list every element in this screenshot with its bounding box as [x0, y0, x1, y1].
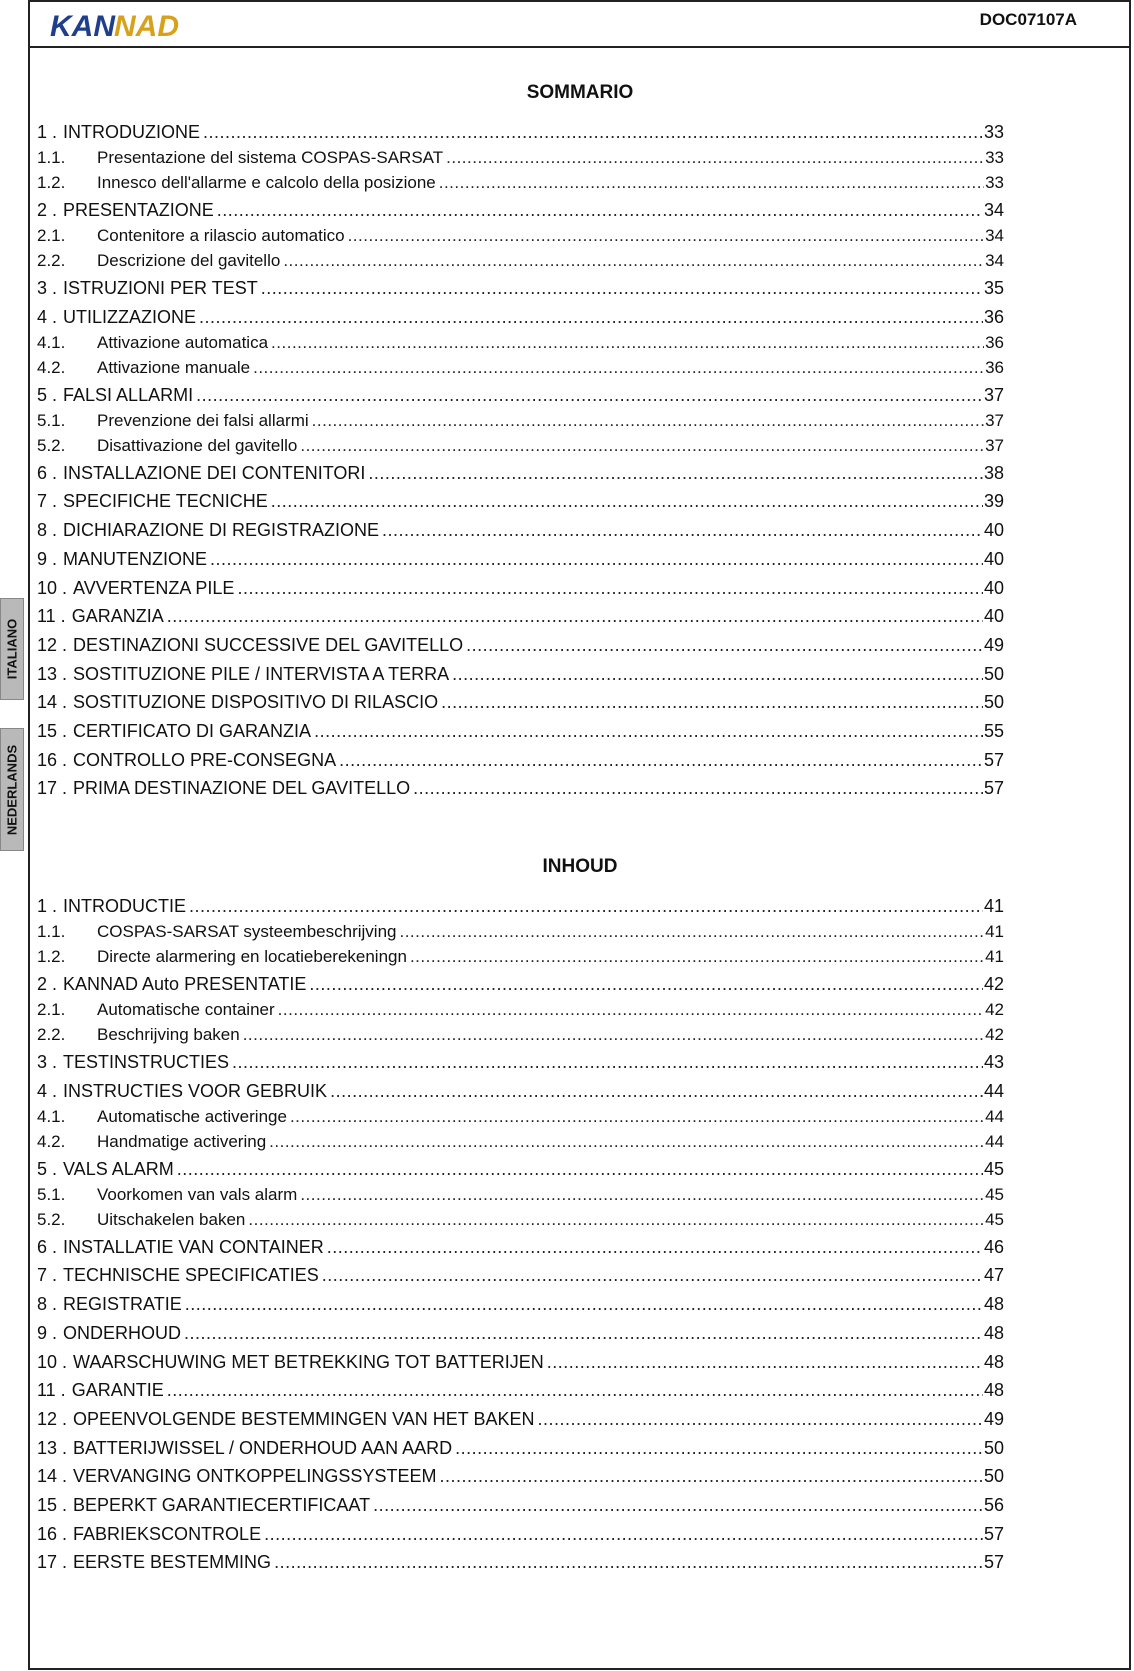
toc-entry-number: 5 .: [37, 384, 58, 405]
toc-entry-number: 6 .: [37, 1236, 58, 1257]
toc-entry[interactable]: [37, 278, 1004, 302]
toc-entry-label: FALSI ALLARMI: [63, 384, 194, 405]
toc-entry-page: 37: [983, 384, 1004, 405]
toc-entry-number: 2.1.: [37, 1000, 66, 1019]
toc-leader-dots: [264, 1524, 983, 1545]
toc-entry-number: 12 .: [37, 1408, 68, 1429]
toc-entry-page: 49: [983, 634, 1004, 655]
toc-leader-dots: [243, 1025, 984, 1045]
toc-entry-page: 47: [983, 1265, 1004, 1286]
toc-leader-dots: [167, 1380, 983, 1401]
toc-entry-number: 5.1.: [37, 410, 66, 430]
toc-entry-label: Handmatige activering: [97, 1131, 267, 1151]
toc-entry-label: SOSTITUZIONE DISPOSITIVO DI RILASCIO: [73, 692, 439, 713]
toc-entry-label: INTRODUZIONE: [63, 122, 201, 142]
toc-entry[interactable]: [37, 333, 1004, 357]
toc-entry-label: GARANTIE: [71, 1380, 164, 1401]
toc-entry[interactable]: [37, 947, 1004, 971]
toc-entry-label: INSTRUCTIES VOOR GEBRUIK: [63, 1080, 328, 1101]
toc-entry-label: EERSTE BESTEMMING: [73, 1552, 272, 1573]
toc-entry-number: 4.2.: [37, 1131, 66, 1151]
toc-entry-page: 49: [983, 1408, 1004, 1429]
toc-entry-page: 57: [983, 749, 1004, 770]
toc-entry-page: 46: [983, 1236, 1004, 1257]
toc-entry-label: INSTALLATIE VAN CONTAINER: [63, 1236, 324, 1257]
toc-entry[interactable]: [37, 1237, 1004, 1261]
toc-entry-number: 7 .: [37, 491, 58, 512]
toc-entry-label: Voorkomen van vals alarm: [97, 1184, 298, 1204]
toc-entry-label: Automatische container: [97, 1000, 275, 1019]
toc-entry[interactable]: [37, 1409, 1004, 1433]
toc-leader-dots: [274, 1552, 983, 1573]
toc-leader-dots: [269, 1132, 984, 1152]
toc-entry[interactable]: [37, 778, 1004, 802]
toc-entry-label: INSTALLAZIONE DEI CONTENITORI: [63, 462, 366, 483]
toc-entry-label: Contenitore a rilascio automatico: [97, 226, 345, 245]
toc-entry[interactable]: [37, 200, 1004, 224]
language-tab-italiano[interactable]: [0, 598, 24, 700]
toc-entry[interactable]: [37, 635, 1004, 659]
toc-entry-page: 48: [983, 1294, 1004, 1315]
toc-leader-dots: [330, 1081, 983, 1102]
toc-entry-label: WAARSCHUWING MET BETREKKING TOT BATTERIJEN: [73, 1351, 544, 1372]
toc-entry-number: 10 .: [37, 577, 68, 598]
toc-entry-number: 7 .: [37, 1265, 58, 1286]
toc-entry-label: SPECIFICHE TECNICHE: [63, 491, 268, 512]
toc-leader-dots: [439, 1466, 983, 1487]
toc-leader-dots: [177, 1159, 983, 1180]
toc-entry[interactable]: [37, 436, 1004, 460]
toc-leader-dots: [300, 1185, 984, 1205]
toc-entry-number: 5 .: [37, 1158, 58, 1179]
toc-entry-page: 36: [985, 357, 1004, 377]
toc-entry-number: 9 .: [37, 548, 58, 569]
page-header: [30, 2, 1129, 48]
toc-entry-number: 6 .: [37, 462, 58, 483]
toc-leader-dots: [348, 226, 985, 246]
toc-leader-dots: [441, 692, 983, 713]
toc-entry-label: TESTINSTRUCTIES: [63, 1052, 230, 1072]
toc-entry-number: 16 .: [37, 749, 68, 770]
toc-entry[interactable]: [37, 520, 1004, 544]
toc-leader-dots: [199, 307, 983, 328]
toc-entry-label: DESTINAZIONI SUCCESSIVE DEL GAVITELLO: [73, 634, 464, 655]
toc-entry[interactable]: [37, 226, 1004, 250]
toc-entry-label: AVVERTENZA PILE: [73, 577, 235, 598]
language-tab-label: NEDERLANDS: [4, 744, 20, 835]
toc-entry-number: 8 .: [37, 1294, 58, 1315]
toc-entry-label: Innesco dell'allarme e calcolo della posizione: [97, 173, 436, 192]
toc-entry-label: Beschrijving baken: [97, 1025, 240, 1044]
toc-entry-number: 4 .: [37, 1080, 58, 1101]
toc-entry-number: 17 .: [37, 1552, 68, 1573]
toc-entry-number: 3 .: [37, 1052, 58, 1072]
toc-entry-number: 1.2.: [37, 947, 66, 966]
kannad-logo: [50, 8, 200, 40]
toc-entry-number: 5.1.: [37, 1184, 66, 1204]
toc-entry-number: 2.2.: [37, 251, 66, 270]
toc-entry-label: MANUTENZIONE: [63, 548, 208, 569]
toc-entry[interactable]: [37, 1380, 1004, 1404]
toc-leader-dots: [248, 1210, 984, 1230]
toc-entry-page: 57: [983, 1523, 1004, 1544]
toc-leader-dots: [410, 947, 984, 967]
toc-entry-label: BATTERIJWISSEL / ONDERHOUD AAN AARD: [73, 1437, 453, 1458]
toc-entry[interactable]: [37, 750, 1004, 774]
toc-entry-number: 4.2.: [37, 357, 66, 377]
toc-leader-dots: [455, 1438, 983, 1459]
toc-leader-dots: [232, 1052, 983, 1073]
toc-entry-page: 44: [983, 1080, 1004, 1101]
toc-entry-label: Prevenzione dei falsi allarmi: [97, 410, 309, 430]
toc-leader-dots: [271, 333, 984, 353]
toc-entry[interactable]: [37, 173, 1004, 197]
toc-entry-page: 34: [985, 226, 1004, 245]
toc-leader-dots: [537, 1409, 983, 1430]
toc-leader-dots: [290, 1107, 984, 1127]
toc-entry[interactable]: [37, 307, 1004, 331]
toc-leader-dots: [210, 549, 983, 570]
toc-entry-label: CERTIFICATO DI GARANZIA: [73, 721, 312, 741]
toc-entry-number: 4.1.: [37, 332, 66, 352]
toc-entry-page: 42: [985, 1000, 1004, 1019]
toc-entry[interactable]: [37, 1438, 1004, 1462]
toc-entry[interactable]: [37, 1495, 1004, 1519]
toc-entry-number: 5.2.: [37, 435, 66, 455]
toc-leader-dots: [413, 778, 983, 799]
toc-entry-page: 56: [983, 1495, 1004, 1515]
toc-entry-label: Directe alarmering en locatieberekeningn: [97, 947, 407, 966]
toc-entry-page: 35: [983, 278, 1004, 298]
toc-entry-page: 42: [983, 974, 1004, 994]
toc-entry-label: UTILIZZAZIONE: [63, 306, 197, 327]
toc-entry-page: 44: [985, 1106, 1004, 1126]
toc-entry-number: 1.1.: [37, 922, 66, 941]
toc-entry[interactable]: [37, 122, 1004, 146]
toc-entry[interactable]: [37, 411, 1004, 435]
sommario-title: SOMMARIO: [526, 82, 634, 103]
toc-entry-page: 50: [983, 1437, 1004, 1458]
toc-entry-page: 43: [983, 1052, 1004, 1072]
toc-entry[interactable]: [37, 664, 1004, 688]
toc-entry-number: 2.1.: [37, 226, 66, 245]
toc-leader-dots: [312, 411, 984, 431]
toc-entry-label: ISTRUZIONI PER TEST: [63, 278, 258, 298]
toc-entry[interactable]: [37, 1466, 1004, 1490]
toc-entry[interactable]: [37, 1323, 1004, 1347]
toc-entry-number: 13 .: [37, 1437, 68, 1458]
toc-leader-dots: [185, 1294, 983, 1315]
toc-entry-page: 50: [983, 692, 1004, 713]
toc-entry-page: 40: [983, 520, 1004, 541]
toc-entry[interactable]: [37, 721, 1004, 745]
toc-entry-label: Automatische activeringe: [97, 1106, 287, 1126]
toc-entry[interactable]: [37, 1352, 1004, 1376]
toc-entry-label: Presentazione del sistema COSPAS-SARSAT: [97, 148, 444, 167]
toc-entry-page: 57: [983, 778, 1004, 799]
toc-entry-number: 1 .: [37, 896, 58, 916]
language-tab-label: ITALIANO: [4, 618, 20, 680]
toc-entry-label: DICHIARAZIONE DI REGISTRAZIONE: [63, 520, 380, 541]
toc-entry[interactable]: [37, 1081, 1004, 1105]
toc-entry[interactable]: [37, 1524, 1004, 1548]
toc-leader-dots: [237, 578, 983, 599]
toc-entry[interactable]: [37, 1025, 1004, 1049]
toc-leader-dots: [446, 148, 984, 168]
toc-entry-number: 14 .: [37, 1466, 68, 1487]
toc-entry-page: 40: [983, 577, 1004, 598]
toc-leader-dots: [466, 635, 983, 656]
toc-entry-label: Attivazione manuale: [97, 357, 251, 377]
toc-entry-label: OPEENVOLGENDE BESTEMMINGEN VAN HET BAKEN: [73, 1408, 535, 1429]
toc-entry-page: 33: [985, 173, 1004, 192]
toc-entry-page: 33: [985, 148, 1004, 167]
document-reference: DOC07107A: [979, 10, 1077, 29]
toc-leader-dots: [278, 1000, 984, 1020]
toc-entry-number: 10 .: [37, 1351, 68, 1372]
toc-entry-label: Attivazione automatica: [97, 332, 269, 352]
toc-entry-label: Descrizione del gavitello: [97, 251, 281, 270]
toc-entry[interactable]: [37, 1000, 1004, 1024]
toc-entry-page: 38: [983, 462, 1004, 483]
toc-entry-page: 40: [983, 548, 1004, 569]
toc-leader-dots: [368, 463, 983, 484]
toc-entry-label: REGISTRATIE: [63, 1294, 182, 1315]
toc-entry-page: 57: [983, 1552, 1004, 1573]
toc-entry-page: 39: [983, 491, 1004, 512]
toc-entry[interactable]: [37, 1159, 1004, 1183]
toc-entry-number: 8 .: [37, 520, 58, 541]
language-tab-nederlands[interactable]: [0, 728, 24, 851]
toc-entry[interactable]: [37, 1210, 1004, 1234]
toc-entry[interactable]: [37, 491, 1004, 515]
toc-entry-number: 16 .: [37, 1523, 68, 1544]
toc-entry[interactable]: [37, 251, 1004, 275]
toc-entry-page: 44: [985, 1131, 1004, 1151]
toc-entry-number: 15 .: [37, 1495, 68, 1515]
toc-entry-number: 11 .: [37, 1380, 66, 1401]
toc-entry-number: 9 .: [37, 1322, 58, 1343]
toc-entry[interactable]: [37, 1294, 1004, 1318]
toc-entry-page: 34: [983, 200, 1004, 220]
toc-entry-page: 33: [983, 122, 1004, 142]
toc-entry-number: 15 .: [37, 721, 68, 741]
toc-entry-number: 2 .: [37, 974, 58, 994]
toc-leader-dots: [382, 520, 983, 541]
toc-entry-label: FABRIEKSCONTROLE: [73, 1523, 262, 1544]
toc-entry[interactable]: [37, 606, 1004, 630]
toc-leader-dots: [373, 1495, 983, 1516]
toc-entry-number: 1 .: [37, 122, 58, 142]
toc-entry-number: 2 .: [37, 200, 58, 220]
toc-entry-number: 5.2.: [37, 1209, 66, 1229]
toc-leader-dots: [196, 385, 983, 406]
toc-leader-dots: [271, 491, 983, 512]
toc-leader-dots: [309, 974, 983, 995]
toc-entry-page: 36: [983, 306, 1004, 327]
toc-entry[interactable]: [37, 463, 1004, 487]
toc-entry-label: INTRODUCTIE: [63, 896, 187, 916]
toc-entry[interactable]: [37, 358, 1004, 382]
toc-entry-label: VERVANGING ONTKOPPELINGSSYSTEEM: [73, 1466, 437, 1487]
toc-entry-page: 48: [983, 1351, 1004, 1372]
toc-leader-dots: [203, 122, 983, 143]
toc-leader-dots: [253, 358, 984, 378]
toc-entry-page: 48: [983, 1322, 1004, 1343]
toc-entry-label: SOSTITUZIONE PILE / INTERVISTA A TERRA: [73, 663, 450, 684]
toc-entry[interactable]: [37, 1052, 1004, 1076]
toc-entry-page: 45: [983, 1158, 1004, 1179]
toc-entry-page: 41: [985, 947, 1004, 966]
toc-entry-number: 2.2.: [37, 1025, 66, 1044]
toc-leader-dots: [452, 664, 983, 685]
toc-entry-label: COSPAS-SARSAT systeembeschrijving: [97, 922, 397, 941]
toc-entry-label: Uitschakelen baken: [97, 1209, 246, 1229]
toc-entry-label: BEPERKT GARANTIECERTIFICAAT: [73, 1495, 371, 1515]
toc-leader-dots: [327, 1237, 983, 1258]
toc-entry[interactable]: [37, 1265, 1004, 1289]
toc-entry[interactable]: [37, 692, 1004, 716]
toc-entry-number: 1.1.: [37, 148, 66, 167]
toc-entry-label: VALS ALARM: [63, 1158, 174, 1179]
toc-entry-label: Disattivazione del gavitello: [97, 435, 298, 455]
toc-leader-dots: [314, 721, 983, 742]
toc-entry-number: 14 .: [37, 692, 68, 713]
toc-entry[interactable]: [37, 578, 1004, 602]
toc-entry-page: 48: [983, 1380, 1004, 1401]
toc-entry-page: 36: [985, 332, 1004, 352]
toc-leader-dots: [399, 922, 984, 942]
toc-entry-page: 37: [985, 435, 1004, 455]
toc-entry[interactable]: [37, 148, 1004, 172]
toc-leader-dots: [547, 1352, 983, 1373]
toc-entry[interactable]: [37, 1552, 1004, 1576]
toc-leader-dots: [217, 200, 983, 221]
toc-entry-label: PRESENTAZIONE: [63, 200, 214, 220]
toc-entry-page: 41: [983, 896, 1004, 916]
toc-entry[interactable]: [37, 1132, 1004, 1156]
logo-text-nad: NAD: [114, 10, 179, 40]
toc-entry-page: 50: [983, 663, 1004, 684]
toc-entry-number: 4.1.: [37, 1106, 66, 1126]
toc-leader-dots: [439, 173, 984, 193]
toc-leader-dots: [322, 1265, 983, 1286]
toc-leader-dots: [300, 436, 984, 456]
toc-entry-number: 17 .: [37, 778, 68, 799]
toc-entry-label: PRIMA DESTINAZIONE DEL GAVITELLO: [73, 778, 411, 799]
toc-entry-label: CONTROLLO PRE-CONSEGNA: [73, 749, 337, 770]
toc-entry-number: 13 .: [37, 663, 68, 684]
toc-entry-label: GARANZIA: [71, 606, 164, 627]
toc-entry[interactable]: [37, 549, 1004, 573]
toc-entry-number: 1.2.: [37, 173, 66, 192]
toc-entry[interactable]: [37, 896, 1004, 920]
toc-entry-page: 45: [985, 1209, 1004, 1229]
toc-leader-dots: [339, 750, 983, 771]
inhoud-title: INHOUD: [542, 856, 618, 877]
toc-leader-dots: [189, 896, 983, 917]
toc-entry-page: 41: [985, 922, 1004, 941]
toc-entry-page: 45: [985, 1184, 1004, 1204]
toc-entry-page: 34: [985, 251, 1004, 270]
toc-entry-label: ONDERHOUD: [63, 1322, 182, 1343]
toc-entry-page: 42: [985, 1025, 1004, 1044]
toc-entry-label: KANNAD Auto PRESENTATIE: [63, 974, 307, 994]
toc-entry[interactable]: [37, 974, 1004, 998]
toc-entry-page: 55: [983, 721, 1004, 741]
toc-leader-dots: [261, 278, 983, 299]
toc-entry[interactable]: [37, 385, 1004, 409]
toc-entry[interactable]: [37, 922, 1004, 946]
toc-leader-dots: [167, 606, 983, 627]
toc-entry-number: 3 .: [37, 278, 58, 298]
toc-entry-number: 4 .: [37, 306, 58, 327]
toc-leader-dots: [283, 251, 984, 271]
toc-entry-page: 40: [983, 606, 1004, 627]
toc-entry[interactable]: [37, 1185, 1004, 1209]
toc-leader-dots: [184, 1323, 983, 1344]
toc-entry-page: 37: [985, 410, 1004, 430]
toc-entry-page: 50: [983, 1466, 1004, 1487]
toc-entry-number: 11 .: [37, 606, 66, 627]
logo-text-kan: KAN: [50, 10, 115, 40]
toc-entry-label: TECHNISCHE SPECIFICATIES: [63, 1265, 319, 1286]
toc-entry-number: 12 .: [37, 634, 68, 655]
toc-entry[interactable]: [37, 1107, 1004, 1131]
